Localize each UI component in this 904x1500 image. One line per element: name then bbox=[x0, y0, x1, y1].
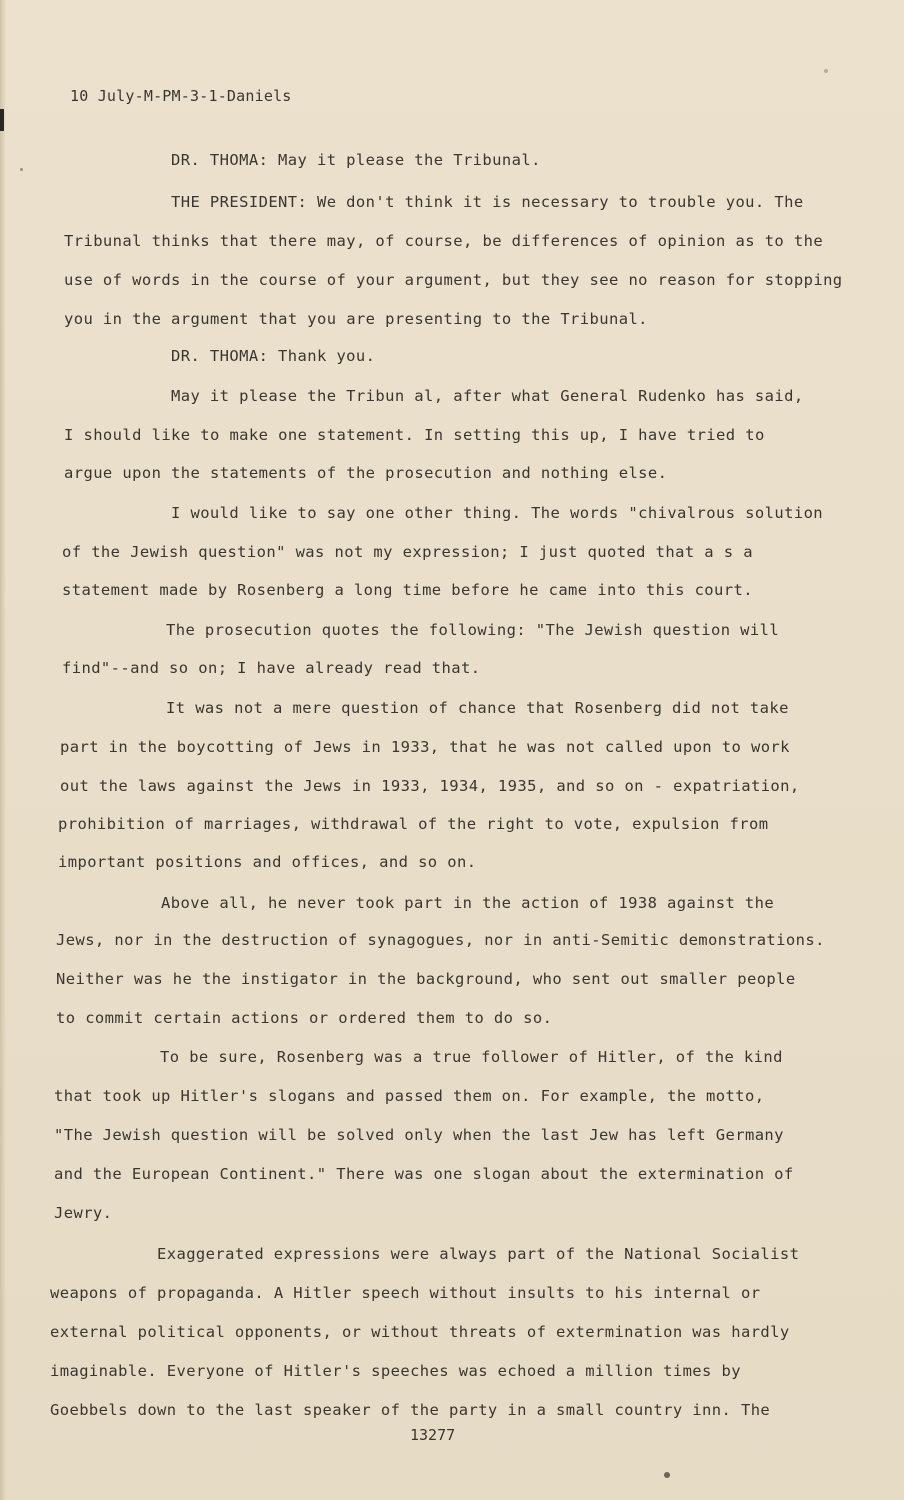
text-line: I should like to make one statement. In setting this up, I have tried to bbox=[64, 426, 765, 444]
text-line: To be sure, Rosenberg was a true follower of Hitler, of the kind bbox=[160, 1048, 783, 1066]
text-line: I would like to say one other thing. The words "chivalrous solution bbox=[171, 504, 824, 522]
text-line: The prosecution quotes the following: "The Jewish question will bbox=[166, 621, 780, 639]
text-line: DR. THOMA: May it please the Tribunal. bbox=[171, 151, 541, 169]
text-line: Neither was he the instigator in the background, who sent out smaller people bbox=[56, 970, 796, 988]
text-line: use of words in the course of your argument, but they see no reason for stopping bbox=[64, 271, 843, 289]
text-line: of the Jewish question" was not my expression; I just quoted that a s a bbox=[62, 543, 753, 561]
text-line: DR. THOMA: Thank you. bbox=[171, 347, 376, 365]
text-line: out the laws against the Jews in 1933, 1934, 1935, and so on - expatriation, bbox=[60, 777, 800, 795]
margin-mark bbox=[0, 109, 4, 131]
text-line: to commit certain actions or ordered them to do so. bbox=[56, 1009, 553, 1027]
text-line: Exaggerated expressions were always part of the National Socialist bbox=[157, 1245, 800, 1263]
text-line: imaginable. Everyone of Hitler's speeches was echoed a million times by bbox=[50, 1362, 741, 1380]
paper-speck bbox=[824, 69, 828, 73]
text-line: weapons of propaganda. A Hitler speech without insults to his internal or bbox=[50, 1284, 761, 1302]
text-line: external political opponents, or without threats of extermination was hardly bbox=[50, 1323, 790, 1341]
page-number: 13277 bbox=[410, 1426, 456, 1444]
text-line: you in the argument that you are presenting to the Tribunal. bbox=[64, 310, 648, 328]
text-line: and the European Continent." There was one slogan about the extermination of bbox=[54, 1165, 794, 1183]
text-line: statement made by Rosenberg a long time before he came into this court. bbox=[62, 581, 753, 599]
text-line: prohibition of marriages, withdrawal of the right to vote, expulsion from bbox=[58, 815, 769, 833]
text-line: argue upon the statements of the prosecution and nothing else. bbox=[64, 464, 668, 482]
text-line: that took up Hitler's slogans and passed them on. For example, the motto, bbox=[54, 1087, 765, 1105]
text-line: THE PRESIDENT: We don't think it is necessary to trouble you. The bbox=[171, 193, 804, 211]
text-line: Jews, nor in the destruction of synagogues, nor in anti-Semitic demonstrations. bbox=[56, 931, 825, 949]
page-edge-shadow bbox=[0, 0, 6, 1500]
paper-speck bbox=[664, 1472, 670, 1478]
text-line: It was not a mere question of chance that Rosenberg did not take bbox=[166, 699, 789, 717]
paper-speck bbox=[20, 168, 23, 171]
text-line: important positions and offices, and so on. bbox=[58, 853, 477, 871]
page-header: 10 July-M-PM-3-1-Daniels bbox=[70, 87, 292, 105]
text-line: find"--and so on; I have already read that. bbox=[62, 659, 481, 677]
text-line: Above all, he never took part in the action of 1938 against the bbox=[161, 894, 775, 912]
text-line: May it please the Tribun al, after what General Rudenko has said, bbox=[171, 387, 804, 405]
text-line: Tribunal thinks that there may, of course, be differences of opinion as to the bbox=[64, 232, 824, 250]
text-line: part in the boycotting of Jews in 1933, that he was not called upon to work bbox=[60, 738, 790, 756]
text-line: "The Jewish question will be solved only when the last Jew has left Germany bbox=[54, 1126, 784, 1144]
text-line: Jewry. bbox=[54, 1204, 113, 1222]
text-line: Goebbels down to the last speaker of the party in a small country inn. The bbox=[50, 1401, 771, 1419]
